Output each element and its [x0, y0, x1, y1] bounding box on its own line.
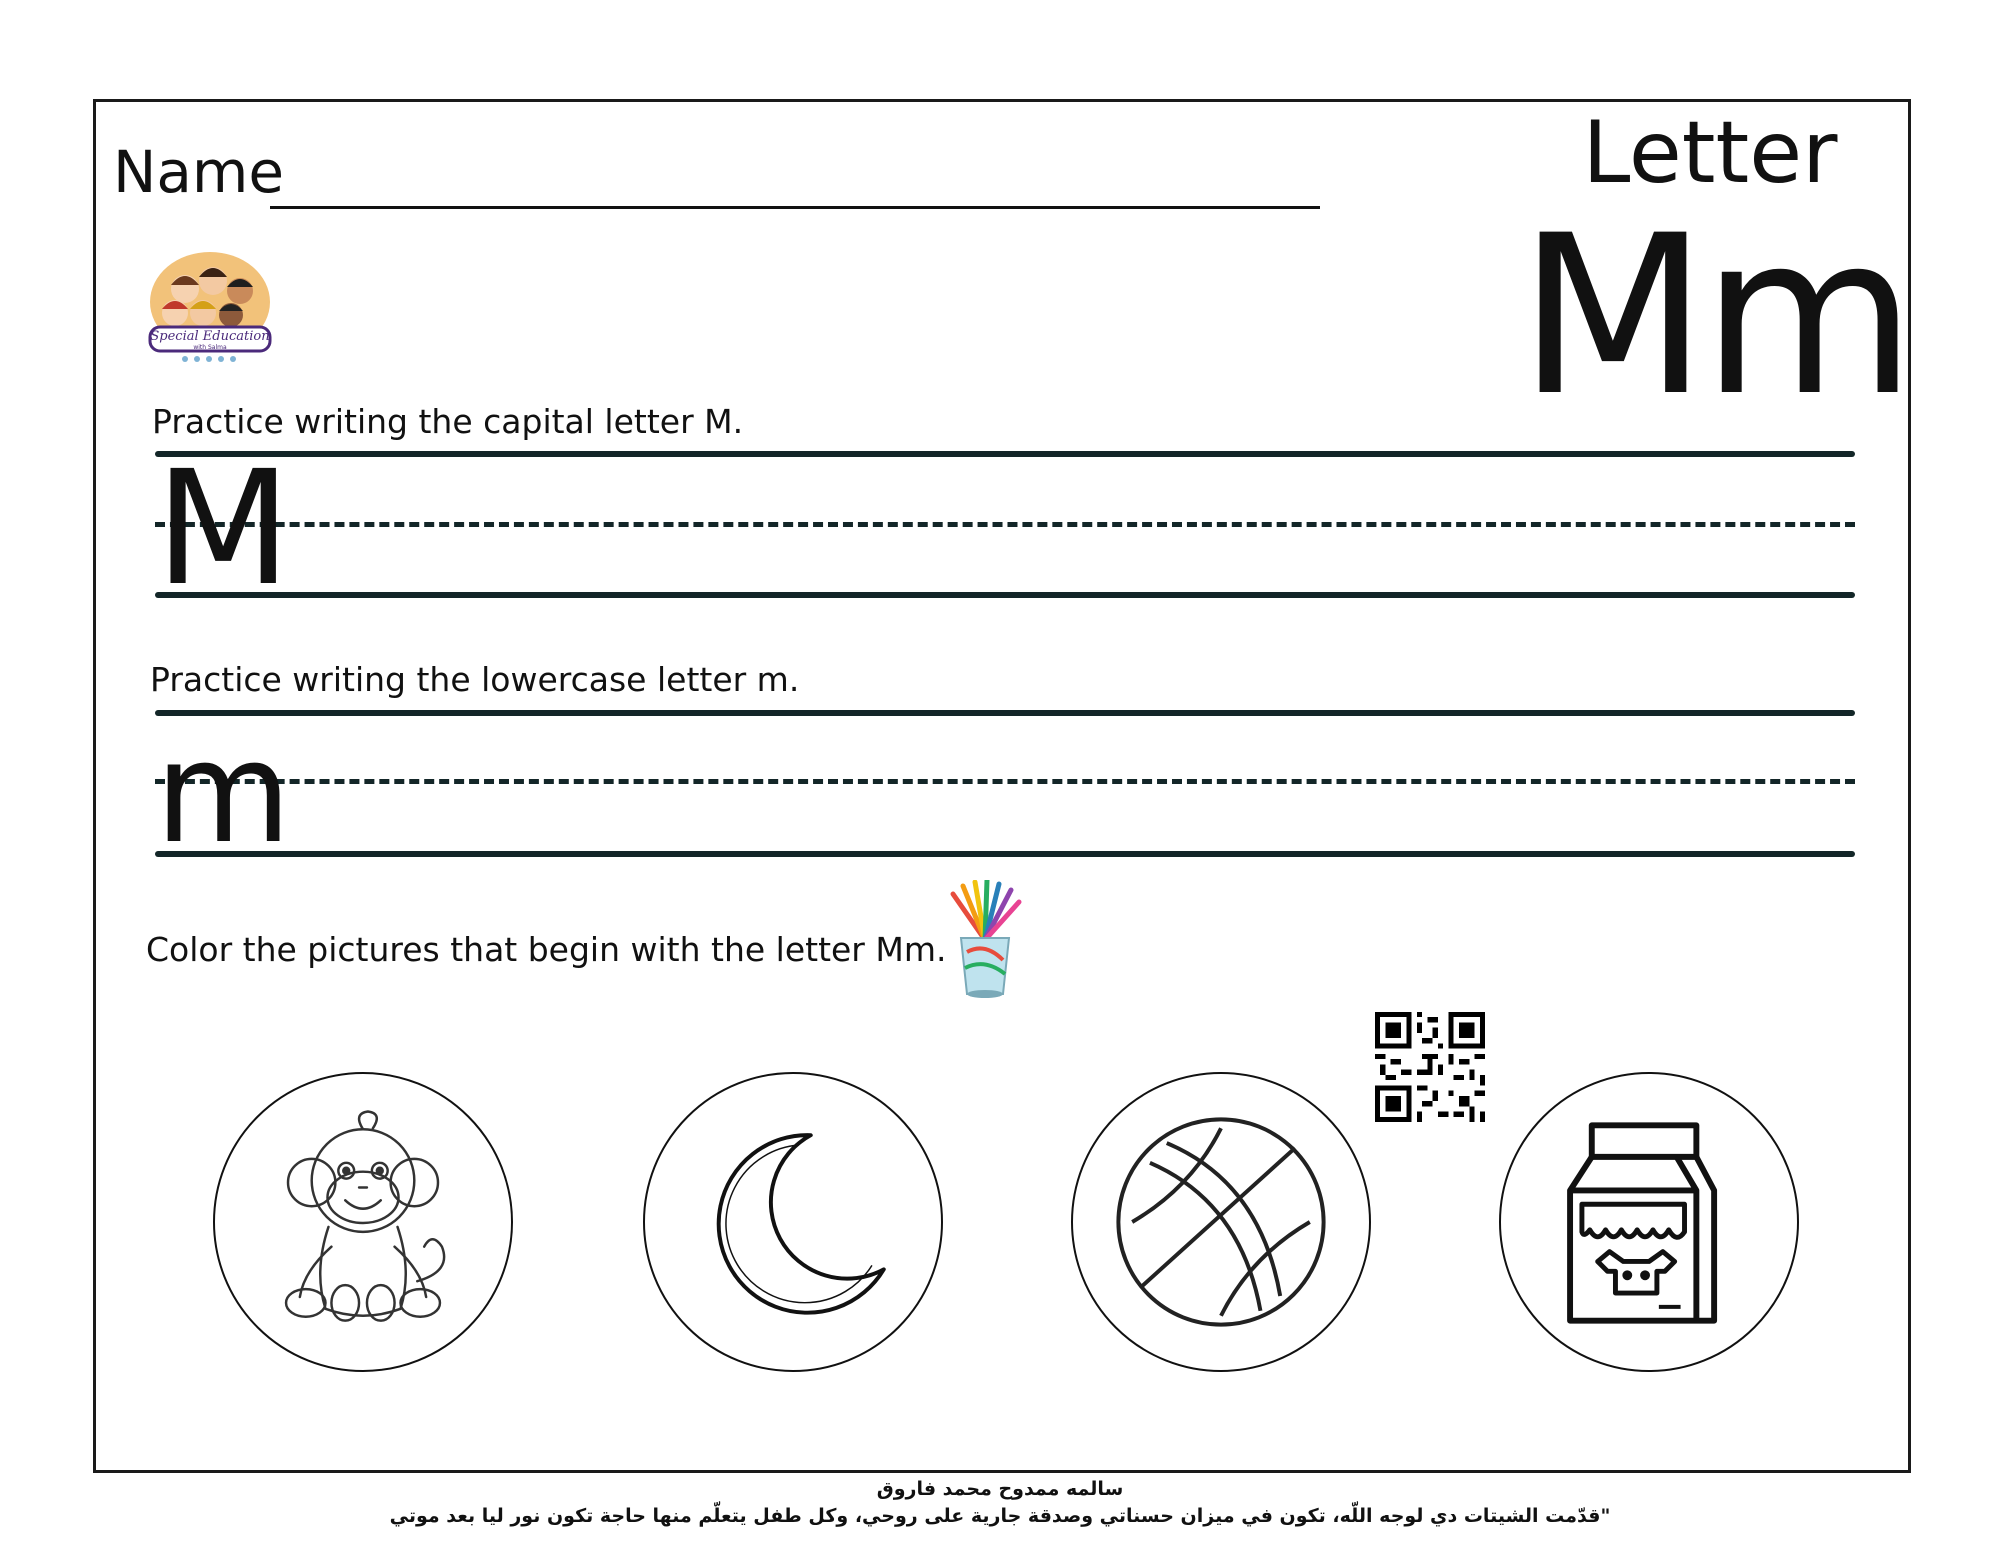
title-word: Letter	[1582, 103, 1838, 203]
monkey-icon	[215, 1074, 511, 1370]
base-line	[155, 592, 1855, 598]
title-letters: Mm	[1518, 188, 1911, 444]
capital-guide-letter: M	[155, 437, 288, 621]
lowercase-guide-letter: m	[155, 712, 292, 875]
qr-code-image	[1375, 1012, 1485, 1122]
name-label: Name	[113, 138, 285, 206]
capital-practice-lines	[155, 437, 1855, 621]
basketball-icon	[1073, 1074, 1369, 1370]
pencil-cup-icon	[945, 880, 1025, 1000]
base-line	[155, 851, 1855, 857]
mid-dashed-line	[155, 779, 1855, 784]
moon-icon	[645, 1074, 941, 1370]
logo-subtitle: with Salma	[193, 344, 227, 351]
lowercase-practice-lines	[155, 706, 1855, 875]
top-line	[155, 710, 1855, 716]
milk-picture[interactable]	[1499, 1072, 1799, 1372]
capital-instruction: Practice writing the capital letter M.	[152, 402, 744, 441]
name-write-line	[270, 206, 1320, 209]
logo-title: Special Education	[150, 329, 270, 344]
lowercase-instruction: Practice writing the lowercase letter m.	[150, 660, 800, 699]
mid-dashed-line	[155, 522, 1855, 527]
footer-author: سالمه ممدوح محمد فاروق	[876, 1478, 1124, 1500]
moon-picture[interactable]	[643, 1072, 943, 1372]
basketball-picture[interactable]	[1071, 1072, 1371, 1372]
logo	[145, 247, 275, 372]
monkey-picture[interactable]	[213, 1072, 513, 1372]
footer-dedication: "قدّمت الشيتات دي لوجه اللّه، تكون في ميزان حسناتي وصدقة جارية على روحي، وكل طفل يتعلّم منها حاجة تكون نور ليا بعد موتي	[389, 1505, 1611, 1527]
color-instruction: Color the pictures that begin with the letter Mm.	[146, 930, 947, 969]
milk-carton-icon	[1501, 1074, 1797, 1370]
top-line	[155, 451, 1855, 457]
